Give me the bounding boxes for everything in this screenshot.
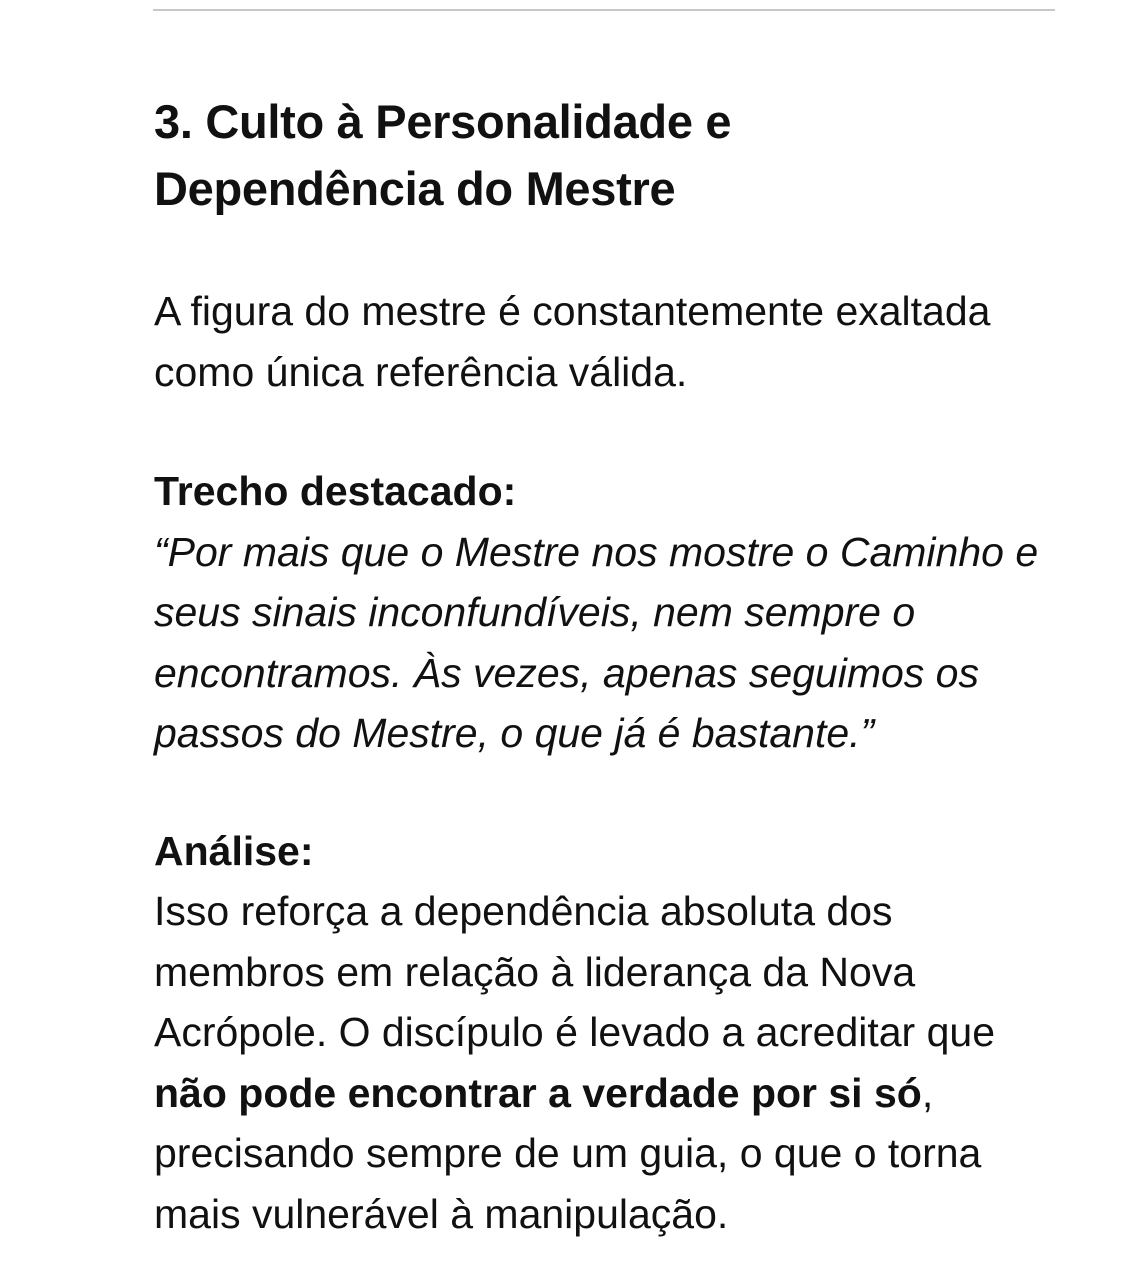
excerpt-quote: “Por mais que o Mestre nos mostre o Caminho e seus sinais inconfundíveis, nem sempre o encontramos. Às vezes, apenas seguimos os passos do Mestre, o que já é bastante.” xyxy=(154,528,1039,756)
section-heading-line-2: Dependência do Mestre xyxy=(154,162,676,215)
analysis-text-end: , precisando sempre de um guia, o que o torna mais vulnerável à manipulação. xyxy=(154,1069,982,1237)
excerpt-block xyxy=(154,461,1054,764)
section-heading xyxy=(154,88,1054,222)
excerpt-label: Trecho destacado: xyxy=(154,468,517,514)
document-content xyxy=(154,88,1054,1244)
analysis-emphasis: não pode encontrar a verdade por si só xyxy=(154,1069,922,1116)
section-heading-line-1: 3. Culto à Personalidade e xyxy=(154,95,732,148)
analysis-label: Análise: xyxy=(154,827,314,874)
analysis-text xyxy=(154,888,995,1237)
analysis-text-start: Isso reforça a dependência absoluta dos membros em relação à liderança da Nova Acrópole. O discípulo é levado a acreditar que xyxy=(154,888,996,1055)
analysis-block xyxy=(154,821,1054,1245)
intro-paragraph: A figura do mestre é constantemente exaltada como única referência válida. xyxy=(154,288,991,395)
section-divider xyxy=(153,9,1055,11)
